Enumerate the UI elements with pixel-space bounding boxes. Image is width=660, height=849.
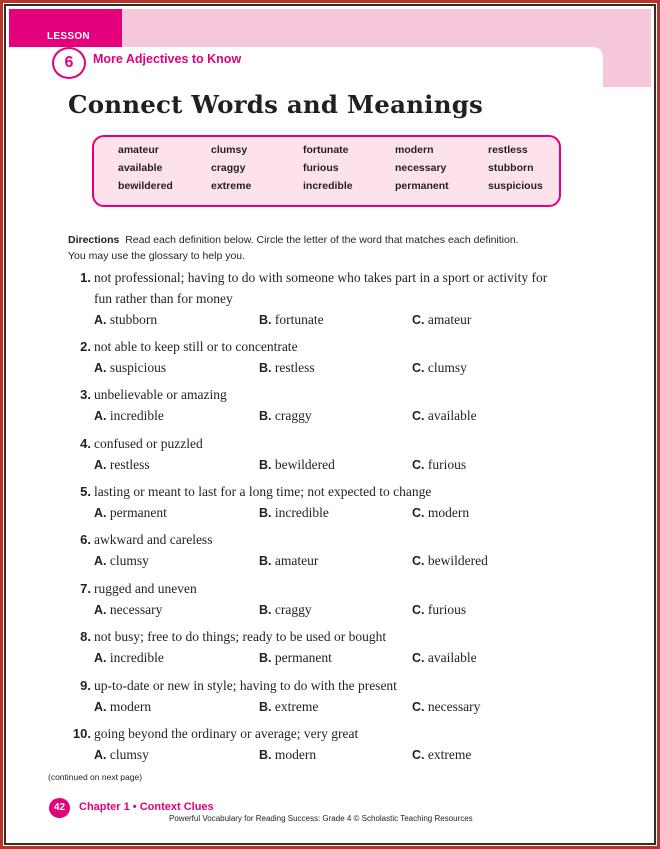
question-text <box>68 484 588 500</box>
word-bank-word: modern <box>395 144 434 156</box>
option-letter: A. <box>94 603 107 617</box>
question-number: 1. <box>80 270 91 285</box>
option-word: modern <box>274 747 317 762</box>
directions <box>68 232 588 264</box>
option-word: extreme <box>274 699 319 714</box>
option-letter: C. <box>412 651 425 665</box>
lesson-title: More Adjectives to Know <box>93 52 242 66</box>
option-letter: C. <box>412 748 425 762</box>
copyright-credit: Powerful Vocabulary for Reading Success: Grade 4 © Scholastic Teaching Resources <box>169 814 473 823</box>
option-word: available <box>427 408 477 423</box>
option-word: modern <box>109 699 152 714</box>
option-letter: A. <box>94 313 107 327</box>
option-word: clumsy <box>109 553 149 568</box>
question-text <box>68 726 588 742</box>
word-bank-word: permanent <box>395 180 449 192</box>
option-letter: C. <box>412 458 425 472</box>
answer-option-b[interactable] <box>259 747 316 763</box>
word-bank <box>92 135 561 207</box>
answer-option-c[interactable] <box>412 505 469 521</box>
page-number-badge: 42 <box>49 798 70 818</box>
option-word: restless <box>109 457 150 472</box>
option-letter: A. <box>94 361 107 375</box>
option-letter: B. <box>259 748 272 762</box>
option-letter: A. <box>94 748 107 762</box>
option-word: fortunate <box>274 312 324 327</box>
question-definition: going beyond the ordinary or average; very great <box>94 726 359 741</box>
option-letter: A. <box>94 651 107 665</box>
question-number: 7. <box>80 581 91 596</box>
answer-option-c[interactable] <box>412 408 477 424</box>
question-definition: rugged and uneven <box>94 581 197 596</box>
question-definition: awkward and careless <box>94 532 213 547</box>
word-bank-word: stubborn <box>488 162 534 174</box>
answer-option-c[interactable] <box>412 747 471 763</box>
question-text <box>68 678 588 694</box>
option-word: necessary <box>427 699 481 714</box>
question-definition: up-to-date or new in style; having to do with the present <box>94 678 397 693</box>
question-definition: not professional; having to do with someone who takes part in a sport or activity for <box>94 270 548 285</box>
answer-option-a[interactable] <box>94 360 166 376</box>
option-letter: B. <box>259 506 272 520</box>
page-title: Connect Words and Meanings <box>68 90 484 119</box>
option-word: craggy <box>274 408 312 423</box>
answer-option-a[interactable] <box>94 553 149 569</box>
directions-text: Read each definition below. Circle the letter of the word that matches each definition. <box>125 234 519 246</box>
option-word: incredible <box>109 408 164 423</box>
word-bank-word: necessary <box>395 162 447 174</box>
question-number: 10. <box>72 726 91 741</box>
word-bank-word: fortunate <box>303 144 349 156</box>
option-word: suspicious <box>109 360 167 375</box>
option-letter: B. <box>259 409 272 423</box>
answer-option-b[interactable] <box>259 408 312 424</box>
answer-option-a[interactable] <box>94 650 164 666</box>
option-word: furious <box>427 602 467 617</box>
question-text <box>68 339 588 355</box>
word-bank-word: craggy <box>211 162 246 174</box>
chapter-label: Chapter 1 • Context Clues <box>79 801 214 813</box>
answer-option-a[interactable] <box>94 312 157 328</box>
option-letter: C. <box>412 554 425 568</box>
word-bank-word: incredible <box>303 180 353 192</box>
option-letter: C. <box>412 506 425 520</box>
option-word: craggy <box>274 602 312 617</box>
lesson-tab <box>9 9 122 47</box>
option-letter: B. <box>259 603 272 617</box>
question-number: 2. <box>80 339 91 354</box>
option-letter: C. <box>412 700 425 714</box>
lesson-number-badge: 6 <box>52 47 86 79</box>
continued-note: (continued on next page) <box>48 772 143 782</box>
option-word: available <box>427 650 477 665</box>
answer-option-a[interactable] <box>94 408 164 424</box>
option-letter: B. <box>259 458 272 472</box>
option-word: extreme <box>427 747 472 762</box>
answer-option-a[interactable] <box>94 505 167 521</box>
option-letter: A. <box>94 554 107 568</box>
question-text <box>68 387 588 403</box>
question-number: 6. <box>80 532 91 547</box>
option-word: bewildered <box>427 553 488 568</box>
option-word: clumsy <box>109 747 149 762</box>
question-definition: lasting or meant to last for a long time; not expected to change <box>94 484 432 499</box>
answer-option-b[interactable] <box>259 457 335 473</box>
question-text <box>68 629 588 645</box>
question-definition: not able to keep still or to concentrate <box>94 339 298 354</box>
answer-option-b[interactable] <box>259 650 332 666</box>
option-letter: C. <box>412 409 425 423</box>
option-letter: B. <box>259 361 272 375</box>
answer-option-b[interactable] <box>259 553 318 569</box>
answer-option-c[interactable] <box>412 650 477 666</box>
answer-option-a[interactable] <box>94 747 149 763</box>
lesson-label: LESSON <box>47 31 90 42</box>
answer-option-c[interactable] <box>412 553 488 569</box>
answer-option-b[interactable] <box>259 602 312 618</box>
option-word: necessary <box>109 602 163 617</box>
question-definition-continued: fun rather than for money <box>94 291 233 306</box>
option-letter: A. <box>94 458 107 472</box>
answer-option-b[interactable] <box>259 699 318 715</box>
word-bank-word: suspicious <box>488 180 543 192</box>
question-text <box>68 270 588 286</box>
question-number: 4. <box>80 436 91 451</box>
word-bank-word: bewildered <box>118 180 173 192</box>
question-number: 8. <box>80 629 91 644</box>
option-letter: B. <box>259 651 272 665</box>
option-word: amateur <box>274 553 319 568</box>
directions-label: Directions <box>68 234 120 246</box>
question-number: 5. <box>80 484 91 499</box>
option-word: restless <box>274 360 315 375</box>
option-word: permanent <box>274 650 332 665</box>
directions-text-2: You may use the glossary to help you. <box>68 250 246 262</box>
option-letter: C. <box>412 603 425 617</box>
option-word: clumsy <box>427 360 467 375</box>
word-bank-word: clumsy <box>211 144 248 156</box>
answer-option-b[interactable] <box>259 360 315 376</box>
word-bank-word: furious <box>303 162 339 174</box>
word-bank-word: restless <box>488 144 528 156</box>
option-word: stubborn <box>109 312 158 327</box>
answer-option-a[interactable] <box>94 602 162 618</box>
question-text <box>68 436 588 452</box>
option-letter: A. <box>94 700 107 714</box>
option-word: amateur <box>427 312 472 327</box>
answer-option-a[interactable] <box>94 699 151 715</box>
option-word: bewildered <box>274 457 335 472</box>
option-word: modern <box>427 505 470 520</box>
option-word: furious <box>427 457 467 472</box>
answer-option-b[interactable] <box>259 312 324 328</box>
question-definition: confused or puzzled <box>94 436 203 451</box>
option-letter: C. <box>412 313 425 327</box>
answer-option-a[interactable] <box>94 457 150 473</box>
answer-option-c[interactable] <box>412 699 480 715</box>
word-bank-word: amateur <box>118 144 159 156</box>
option-letter: A. <box>94 409 107 423</box>
option-word: incredible <box>109 650 164 665</box>
answer-option-c[interactable] <box>412 457 466 473</box>
option-letter: B. <box>259 700 272 714</box>
word-bank-word: available <box>118 162 163 174</box>
option-word: permanent <box>109 505 167 520</box>
question-number: 9. <box>80 678 91 693</box>
answer-option-b[interactable] <box>259 505 329 521</box>
option-letter: A. <box>94 506 107 520</box>
option-letter: C. <box>412 361 425 375</box>
option-letter: B. <box>259 554 272 568</box>
question-text <box>68 532 588 548</box>
word-bank-word: extreme <box>211 180 252 192</box>
option-word: incredible <box>274 505 329 520</box>
question-definition: unbelievable or amazing <box>94 387 227 402</box>
option-letter: B. <box>259 313 272 327</box>
question-number: 3. <box>80 387 91 402</box>
question-text <box>68 581 588 597</box>
answer-option-c[interactable] <box>412 360 467 376</box>
answer-option-c[interactable] <box>412 602 466 618</box>
question-definition: not busy; free to do things; ready to be used or bought <box>94 629 387 644</box>
answer-option-c[interactable] <box>412 312 471 328</box>
